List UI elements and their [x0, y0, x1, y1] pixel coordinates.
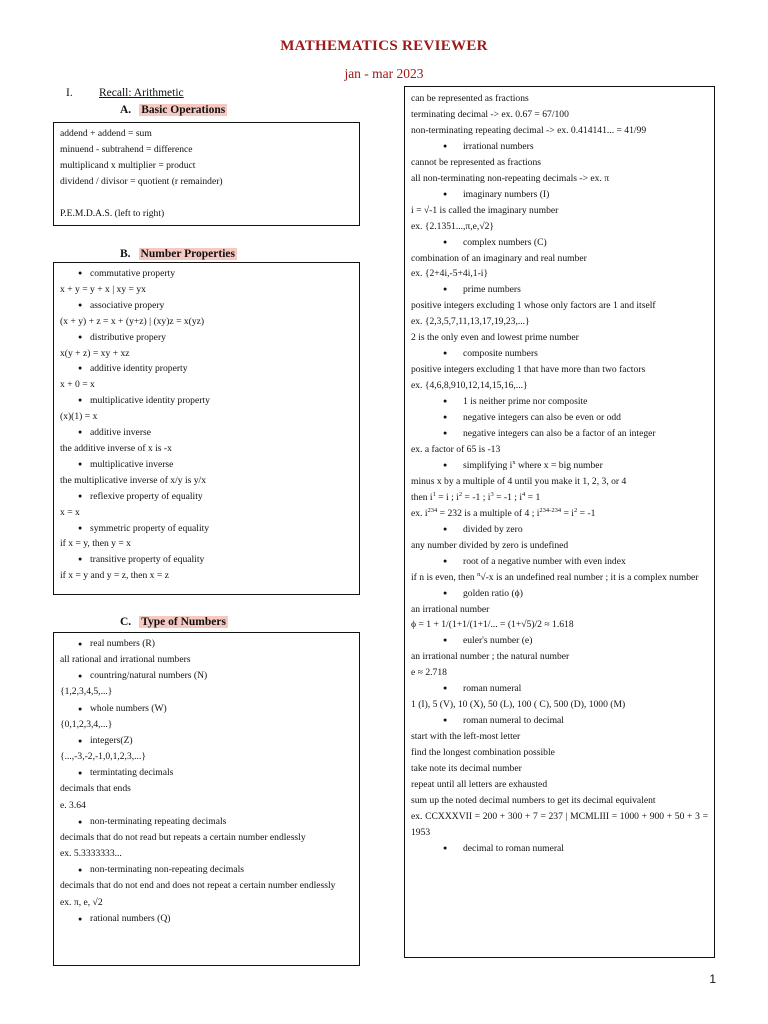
bullet-item: ● reflexive property of equality	[60, 489, 353, 505]
type-of-numbers-box	[53, 632, 360, 966]
bullet-item: ● additive inverse	[60, 425, 353, 441]
bullet-item: ● associative propery	[60, 298, 353, 314]
text-line: decimals that do not end and does not repeat a certain number endlessly	[60, 880, 336, 892]
text-line: 1 (I), 5 (V), 10 (X), 50 (L), 100 ( C), 500 (D), 1000 (M)	[411, 699, 626, 711]
text-line: positive integers excluding 1 that have more than two factors	[411, 364, 646, 376]
text-line: x(y + z) = xy + xz	[60, 347, 130, 359]
text-line: 2 is the only even and lowest prime number	[411, 332, 579, 344]
bullet-item: ● decimal to roman numeral	[411, 841, 708, 857]
text-line: if x = y, then y = x	[60, 538, 131, 550]
bullet-item: ● termintating decimals	[60, 765, 353, 781]
section-numeral: I.	[66, 87, 73, 99]
bullet-item: ● transitive property of equality	[60, 552, 353, 568]
heading-letter: C.	[120, 616, 132, 628]
text-line: ex. CCXXXVII = 200 + 300 + 7 = 237 | MCMLIII = 1000 + 900 + 50 + 3 = 1953	[411, 810, 708, 838]
text-line: ϕ = 1 + 1/(1+1/(1+1/... = (1+√5)/2 ≈ 1.618	[411, 619, 574, 631]
bullet-item: ● distributive propery	[60, 330, 353, 346]
text-line: ex. {2,3,5,7,11,13,17,19,23,...}	[411, 316, 530, 328]
text-line: start with the left-most letter	[411, 731, 521, 743]
text-line: if n is even, then $^n$√-x is an undefined real number ; it is a complex number	[411, 570, 699, 583]
text-line: ex. {2.1351...,π,e,√2}	[411, 220, 494, 232]
bullet-item: ● complex numbers (C)	[411, 235, 708, 251]
text-line: positive integers excluding 1 whose only factors are 1 and itself	[411, 300, 656, 312]
text-line: all non-terminating non-repeating decimals -> ex. π	[411, 172, 610, 184]
text-line: (x + y) + z = x + (y+z) | (xy)z = x(yz)	[60, 315, 205, 327]
section-title: Recall: Arithmetic	[99, 87, 184, 99]
text-line: {...,-3,-2,-1,0,1,2,3,...}	[60, 751, 146, 763]
text-line: non-terminating repeating decimal -> ex. 0.414141... = 41/99	[411, 124, 647, 136]
text-line: repeat until all letters are exhausted	[411, 778, 548, 790]
page-date: jan - mar 2023	[344, 66, 424, 81]
heading-letter: A.	[120, 104, 132, 116]
text-line: take note its decimal number	[411, 763, 522, 775]
bullet-item: ● divided by zero	[411, 522, 708, 538]
bullet-item: ● irrational numbers	[411, 139, 708, 155]
text-line: i = √-1 is called the imaginary number	[411, 204, 559, 216]
text-line: (x)(1) = x	[60, 411, 98, 423]
text-line: ex. {4,6,8,910,12,14,15,16,...}	[411, 380, 528, 392]
text-fragment: where x = big number	[515, 459, 603, 471]
text-line: minuend - subtrahend = difference	[60, 144, 193, 155]
text-line: can be represented as fractions	[411, 93, 529, 104]
text-line: dividend / divisor = quotient (r remainder)	[60, 176, 223, 187]
text-line: any number divided by zero is undefined	[411, 539, 569, 551]
bullet-item: ● negative integers can also be a factor of an integer	[411, 426, 708, 442]
text-line: all rational and irrational numbers	[60, 654, 191, 666]
page-title: MATHEMATICS REVIEWER	[280, 38, 488, 54]
bullet-item: ● golden ratio (ϕ)	[411, 586, 708, 602]
text-line: ex. π, e, √2	[60, 896, 103, 908]
bullet-item: ● integers(Z)	[60, 733, 353, 749]
bullet-item: ● roman numeral to decimal	[411, 713, 708, 729]
text-line: P.E.M.D.A.S. (left to right)	[60, 208, 165, 219]
bullet-item: ● whole numbers (W)	[60, 701, 353, 717]
text-line: ex. {2+4i,-5+4i,1-i}	[411, 268, 489, 280]
text-line: terminating decimal -> ex. 0.67 = 67/100	[411, 108, 569, 120]
bullet-item: ● negative integers can also be even or odd	[411, 410, 708, 426]
bullet-item: ● multiplicative identity property	[60, 393, 353, 409]
number-properties-box	[53, 262, 360, 595]
right-column-box	[404, 86, 715, 958]
text-line: e. 3.64	[60, 799, 86, 811]
bullet-item: ● euler's number (e)	[411, 633, 708, 649]
text-line: addend + addend = sum	[60, 128, 152, 139]
text-line: decimals that ends	[60, 783, 131, 795]
bullet-item: ● countring/natural numbers (N)	[60, 668, 353, 684]
text-line: if x = y and y = z, then x = z	[60, 570, 169, 582]
bullet-item: ● real numbers (R)	[60, 636, 353, 652]
text-line: ex. 5.3333333...	[60, 848, 122, 860]
text-line: ex. $i^{234} = 232$ is a multiple of 4 ; $i^{234-234} = i^2 = -1$	[411, 506, 596, 519]
bullet-item: ● prime numbers	[411, 282, 708, 298]
bullet-item: ● imaginary numbers (I)	[411, 187, 708, 203]
bullet-item: ● non-terminating repeating decimals	[60, 814, 353, 830]
heading-number-properties	[120, 248, 237, 260]
text-line: x = x	[60, 506, 80, 518]
heading-label: Type of Numbers	[141, 616, 226, 628]
bullet-item: ● non-terminating non-repeating decimals	[60, 862, 353, 878]
text-line: minus x by a multiple of 4 until you make it 1, 2, 3, or 4	[411, 475, 627, 487]
bullet-item: ● commutative property	[60, 266, 353, 282]
text-line: find the longest combination possible	[411, 747, 555, 759]
bullet-item: ● 1 is neither prime nor composite	[411, 394, 708, 410]
text-fragment: simplifying i	[463, 459, 513, 471]
text-line: the multiplicative inverse of x/y is y/x	[60, 474, 207, 486]
page-number: 1	[709, 972, 716, 986]
bullet-item: ● multiplicative inverse	[60, 457, 353, 473]
heading-letter: B.	[120, 248, 131, 260]
text-line: an irrational number ; the natural number	[411, 651, 570, 663]
text-line: sum up the noted decimal numbers to get its decimal equivalent	[411, 794, 656, 806]
text-line: x + y = y + x | xy = yx	[60, 283, 146, 295]
bullet-item: ● composite numbers	[411, 346, 708, 362]
text-line: the additive inverse of x is -x	[60, 442, 172, 454]
text-line: then $i^1 = i$ ; $i^2 = -1$ ; $i^3 = -1$ ; $i^4 = 1$	[411, 490, 541, 503]
text-line: cannot be represented as fractions	[411, 156, 541, 168]
text-line: e ≈ 2.718	[411, 667, 447, 679]
heading-label: Number Properties	[140, 248, 235, 260]
text-line: combination of an imaginary and real number	[411, 252, 587, 264]
text-line: an irrational number	[411, 603, 490, 615]
bullet-item: ● root of a negative number with even index	[411, 554, 708, 570]
bullet-item	[411, 458, 708, 474]
bullet-item: ● additive identity property	[60, 361, 353, 377]
text-line: {1,2,3,4,5,...}	[60, 686, 113, 698]
heading-type-of-numbers	[120, 616, 228, 628]
text-line: {0,1,2,3,4,...}	[60, 718, 113, 730]
superscript: x	[512, 458, 516, 466]
heading-label: Basic Operations	[141, 104, 226, 116]
heading-basic-operations	[120, 104, 227, 116]
basic-operations-box	[53, 122, 360, 226]
text-line: decimals that do not read but repeats a certain number endlessly	[60, 831, 306, 843]
bullet-item: ● symmetric property of equality	[60, 521, 353, 537]
bullet-item: ● rational numbers (Q)	[60, 911, 353, 927]
text-line: multiplicand x multiplier = product	[60, 160, 196, 171]
text-line: ex. a factor of 65 is -13	[411, 443, 501, 455]
text-line: x + 0 = x	[60, 379, 95, 391]
bullet-item: ● roman numeral	[411, 681, 708, 697]
